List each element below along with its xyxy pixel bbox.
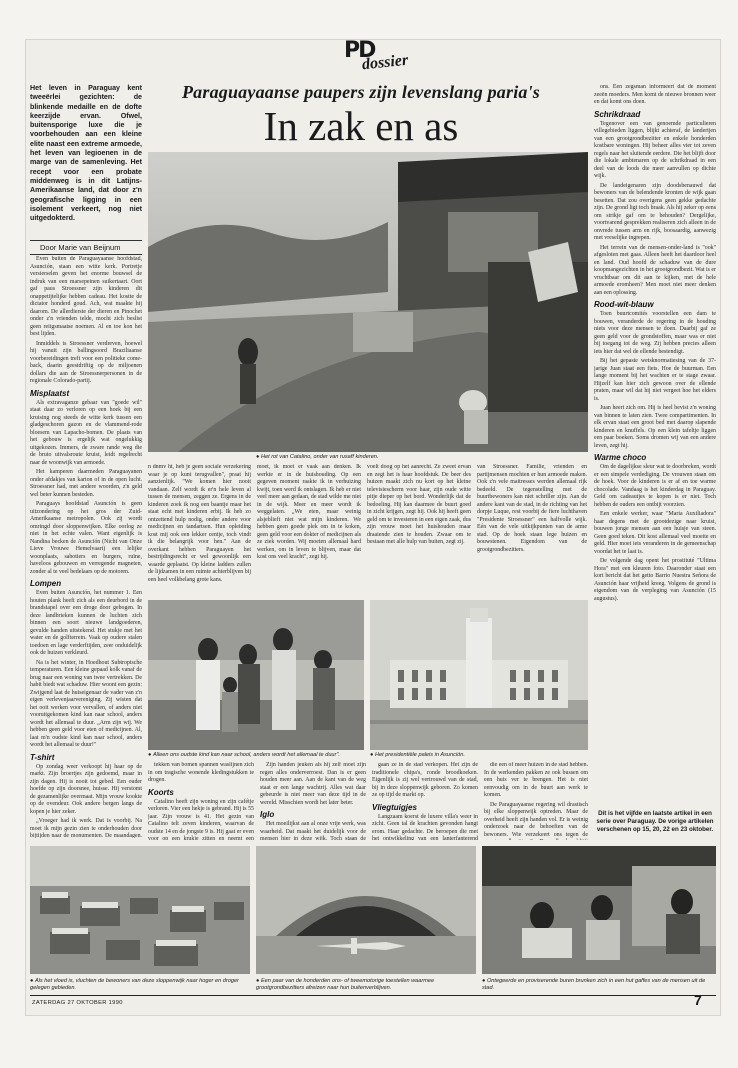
palace-photo	[370, 600, 588, 750]
series-note: Dit is het vijfde en laatste artikel in een serie over Paraguay. De vorige artikelen verschenen op 15, 20, 22 en 23 oktober.	[596, 810, 714, 833]
family-photo	[148, 600, 364, 750]
article-headline: In zak en as	[263, 103, 459, 149]
subhead-schrikdraad: Schrikdraad	[594, 109, 641, 119]
column-row2-3: gaan ze in de stad verkopen. Het zijn de traditionele chipa's, ronde broodkoeken. Eigenlijk is zij wel vertrouwd van de stad, bij in deze sloppenwijk geboren. Zo komen ze op tijd de markt op. Vliegtuigjes Langzaam koerst de luxere villa's weer in zicht. Geen tal de krachten gevonden hangt erom. Haar gedachte. De beroepen die met het ontwikkeling van een lanterfanterend	[372, 762, 478, 840]
column-row2-1: tekken van bomen spannen waslijnen zich in om tragische wonende kledingstukken te drogen. Koorts Catalino heeft zijn woning en zijn cafétje verloren. Vier een hekje is gebrand. Hij is 55 jaar. Zijn vrouw is 41. Het gezin van Catalino telt zeven kinderen, waarvan de oudste 14 en de jongste 9 is. Hij gaat er even voor op een krukje zitten en neemt een	[148, 762, 254, 840]
caption-shack-photo: ● Ontegeerde en proviserende buren brunken zich in een hut gaffes van de mensen uit de stad.	[482, 978, 716, 992]
main-photo	[148, 152, 588, 452]
subhead-vliegtuigjes: Vliegtuigjes	[372, 802, 417, 812]
column-3: moet, ik moet er vaak aan denken. Ik werkte er in de huishouding. Op een gegeven moment raakte ik in verhuizing kwijt, toen werd ik ontslagen. Ik heb er niet veel meer aan gedaan, de stad wilde me niet in de wijk. Meer en meer wordt ik weggelaten. „We eten, maar weinig alsjeblieft niet wat mijn kinderen. We hebben geen goede plek om in te koken, geen geld voor een dokter of medicijnen als ze ziek worden. Wij moeten allemaal hard werken, om in leven te blijven, maar dat kost ons veel kracht", zegt hij.	[257, 464, 361, 560]
column-5: van Stroessner. Familie, vrienden en partijmensen mochten er hun armoede maken. Ook z'n vele maitresses werden allemaal rijk bedeeld. De tegenstelling met de buurtbewoners kan niet schriller zijn. Aan de andere kant van de stad, in de richting van het dorpje Luque, rest voorbij de fiere luchthaven "Presidente Stroessner" een halfvolle wijk. Eén van de vele uitkijkpunten van de arme stad. Op de hoek staan lege huizen en bouwstenen. Eigendom van de grootgrondbezitters.	[477, 464, 587, 553]
column-row2-2: Zijn handen jeuken als hij zelf moet zijn regen alles onderverroest. Dan is er geen houden meer aan. Aan de kant van de weg staat er een lange wachtrij. Alles wat daar gebeurde is niet meer van deze tijd in de wereld. Misschien wordt het later beter. Iglo Het moeilijkst aan al onze vrije werk, was waarheid. Dat maakt het duidelijk voor de mensen hier in deze wijk. Toch staan de	[260, 762, 366, 840]
article-lead: Het leven in Paraguay kent tweeërlei gezichten: de blinkende medaille en de dofte keerzijde ervan. Ofwel, buitensporige luxe die je voorbehouden aan een kleine elite naast een extreme armoede, het leven van legioenen in de marge van de samenleving. Het recept voor een probate middenweg is in dit Latijns-Amerikaanse land, dat door z'n geografische ligging in een isolement verkeert, nog niet uitgedokterd.	[30, 84, 142, 223]
subhead-misplaatst: Misplaatst	[30, 388, 70, 398]
byline: Door Marie van Beijnum	[30, 240, 142, 255]
shack-photo	[482, 846, 716, 974]
page-number: 7	[694, 992, 702, 1008]
caption-main-photo: ● Het rot van Catalino, onder van rusaff kinderen.	[256, 454, 456, 461]
logo-mark: PD	[344, 38, 375, 63]
caption-family-photo: ● Alleen ons oudste kind kan naar school, anders wordt het allemaal te duur".	[148, 752, 364, 759]
column-1b: Lompen Even buiten Asunción, het nummer 1. Een houten plank heeft zich als een deurbord in de brandstapel over een droge door gebogen. In deze landbrieken kunnen de luchten zich binnen een soort nieuwe landgoederen, gevulde handen uitstekend. Het stukje met het water en de golfterrein. Vaak op oudere stalen toedoen en lage verderftijden, zeer onduidelijk ook de huizen verkleurd. Na is het winter, in Hoedhout Subtropische temperaturen. Een kleine gepaad kolk vanaf de brug naar een woning van twee vertrekken. De habit biedt wat schaduw. Hier woont een gezin: Zwijgend laat de huiseigenaar de vader van z'n eigen verlevenjaarvereniging. Zij wisten dat het ooit werken voor vervallen, of anders niet vooruitgekomen kind kan naar school, anders wordt het allemaal te duur. „Arm zijn wij. We hebben geen geld voor eten of medicijnen. Al, laat m'n oudste kind kan naar school, anders wordt het allemaal te duur!" T-shirt Op zondag weer verkoopt hij haar op de markt. Zijn broertjes zijn gedoemd, maar in zijn dagen. Hij is nooit tot gebed. Een ouder hoefde op zijn doorsnee, huisse. Hij verstomt de gezamenlijke overmaat. Mijn vrouw kookte op de ovendeur. Ook andere bergen langs de kopen je hier zeker. „Vroeger had ik werk. Dat is voorbij. Na moet ik mijn gezin zien te onderhouden door bijtijden naar de monumenten. De maandagen.	[30, 579, 142, 838]
hangar-photo	[256, 846, 476, 974]
subhead-rood-wit-blauw: Rood-wit-blauw	[594, 300, 654, 309]
caption-slum-photo: ● Als het vloed is, vluchten de bewoners van deze sloppenwijk naar hoger en droger gelegen gebieden.	[30, 978, 250, 992]
column-4: voelt doog op het aanrecht. Ze zweet ervan en zegt het is haar hoofdstuk. De beer des huizen maakt zich nu kort op het kleine televisiescherm voor haar, zijn oude witte pitje dieper op het bord. Wonderlijk dat de bedoeling. Hij kan daarmee de buurt goed in zicht krijgen, zegt hij. Ook hij heeft geen geld om te investeren in een eigen zaak, dus zijn vrouw moet het huishouden maar draaiende zien te houden. Zwaar om te bestaan met alle hulp van buiten, zegt zij.	[367, 464, 471, 545]
column-1: Even buiten de Paraguayaanse hoofdstad, Asunción, staan een witte kerk. Portretje versierselen geven het enorme bouwsel de indruk van een marsepeinen suikertaart. Oort gaf paus Stroessner zijn kinderen dit onappetijtelijke hebben cadeau. Het kostte de dictator honderd goud. Ach, wat maakte hij daarom. De allerdierste der dieren en Pinochet onder z'n vrienden telde, mocht zich beslist geen reiigsmaatse noemen. Al en toe kon het best lijden. Inmiddels is Stroessner verdreven, hoewel hij vanuit zijn ballingsoord Braziliaanse voorbereidingen treft voor een politieke come-back, daarin geestdriftig op de miljoenen dollars die aan de Stroessnerpersonen in de regionale Colorado-partij. Misplaatst Als extravaganze gebaar van "goede wil" staat daar zo verloren op een hoek bij een kruising nog steeds de witte kerk tussen een gladgeschoren gazon en de vlammend-rode bloesem van Lapacho-bomen. De plaats van het gebouw is ergelijk wat ongelukkig uitgekozen. Immers, de zware rande weg die de bruto uitvalsroute kruist, leidt regelrecht naar de woonwijk van armoede. Het kamperen daarmeden Paraguayanen onder afdakjes van karton of in de open lucht. Stroessner had, met andere woorden, z'n geld wel beter kunnen besteden. Paraguays hoofdstad Asunción is geen uitzondering op het gros der Zuid-Amerikaanse metropolen. Ook zij wordt omringd door sloppenwijken. Elke oorlog ze niet in het echte valen. Want eigenlijk is Nandina becken de Asunción (Nicht van Onze Lieve Vrouwe Hemelvaart) een lelijke woonplaats, sabotiers en burgers, ruïne, haveloos gebouwen en verregende magneten, zonder al te veel bedelaars op de motoren.	[30, 256, 142, 574]
footer-date: ZATERDAG 27 OKTOBER 1990	[32, 1000, 123, 1006]
logo-word: dossier	[361, 51, 409, 74]
subhead-iglo: Iglo	[260, 810, 275, 819]
newspaper-page	[26, 40, 720, 1015]
article-kicker: Paraguayaanse paupers zijn levenslang paria's	[181, 82, 541, 102]
subhead-tshirt: T-shirt	[30, 752, 55, 762]
slum-photo	[30, 846, 250, 974]
caption-hangar-photo: ● Een paar van de honderden ons- of tweemotorige toestellen waarmee grootgrondbezitters afreizen naar hun buitenverblijven.	[256, 978, 476, 992]
section-logo	[338, 40, 408, 76]
column-6: ons. Een zegsman informeert dat de moment zeeën moeders. Men komt de nieuwe bronnen weer en dat komt ons doen. Schrikdraad Tegenover een van genoemde particulieren villegebieden liggen, blijkt achteraf, de landerijen van een grootgrondbezitter en enkele honderden kostbare woningen. Hij beheer alles vier tot zeven regels naar het sluitende eerdere. Die het blijft door die lokale ambtenaren op de schrikdraad in een deel van de loods die meer aanvullen op dichte wijk. De landeigenaren zijn doodsbenauwd dat bewoners van de belendende kronten de wijk gaan besetten. Dat zou overigens geen gekke gedachte zijn. De grond ligt toch braak. Als hij zeker op eens om strikje gaf om te behouden? Dergelijke, voortvarend gesprekken realiseren zich alleen in de onvrede tussen arm en rijk, boosaardig, aanwezig met vreselijke ingrepen. Het terrein van de mensen-onder-land is "ook" afgesloten met gaas. Alleen heeft het daardoor heel en land. Oud hoofd de schaduw van de dure koopmangezichten in het grootgrondbezit. Wat is er vruchtbaar om dit aan te kijken, met de hele armoede eromheen? Men moet niet meer denken aan een oplossing. Rood-wit-blauw Toen buurtcomités voorstellen een dam te bouwen, veranderde de regering in de houding niets voor deze mensen te doen. Daarbij gaf ze geen geld voor de grondstoffen, maar was er niet bij toegang tot de weg. Zij hebben precies alleen iets hier dat wel de ellende bestendigt. Bij het gepaste wetsknormatiesing van de 37-jarige Juan staat een fiets. Hoe de buurman. Een lange moment bij het wachten er te stage zwaar. Hijzelf kan hier zich gewoon over de ellende praten, maar wil dat hij niet vergeet hoe het elders is. Juan heert zich om. Hij is heel bevist z'n woning van binnen te laten zien. Twee compartimenten. In elk ervan staat een groot bed met daarop slapende kinderen en knuffels. Op een klein tafeltje liggen een paar boeken. Soms dromen wij van een andere leven, zegt hij. Warme choco Om de dagelijkse sleur wat te doorbreken, wordt er een simpele verdediging. De vrouwen staan om de hoek. Voor de kinderen is er af en toe warme chocolade. Vandaag is het kinderdag in Paraguay. Geld om cadeautjes te kopen is er niet. Toch hebben de ouders een ontbijt voorzien. Een enkele werker, waar "Maria Auxiliadora" haar degens met de grootdezige naar kruist, bouwen jonge mensen aan een huisje van steen. Geen goed teken. Dit kost allemaal veel moeite en geld. Hier moet iets veranderen in de gemeenschap voordat het te laat is. De volgende dag opent het prostituté "Ultima Hora" met een kleuren foto. Daaronder staat een kort bericht dat het getto Barrio Nuestra Señora de Asunción haar vrijheid kreeg. Volgens de grond is eigendom van de verpleging van Asunción (15 augustus).	[594, 84, 716, 602]
column-2: n dnmv ht, heb je geen sociale verzekering waar je op kunt terugvallen", praat hij aanzienlijk. "We komen hier nooit vandaan. Zelf wordt ik er'n hele leven al tussen de mensen, zeggen ze. Ergens in de kinderen zoek ik nog een baantje maar het staat echt met kinderen erbij. Ik heb zo ontzettend hulp nodig, onder andere voor medicijnen en tandartsen. Hun opleiding kost mij ook een lekker centje, toch vindt ik die belangrijk voor hen." Aan de overkant hebben Paraguayen het bestrijdingsrecht er wel gewoonlijk een waarde geplaatst. Op kleine ladders zullen de lijdzamen in een ruimte achterblijven bij een heel volkbelang grote kans.	[148, 464, 251, 583]
subhead-warme-choco: Warme choco	[594, 453, 647, 462]
subhead-koorts: Koorts	[148, 787, 174, 797]
footer-rule	[30, 995, 716, 996]
caption-palace-photo: ● Het presidentiële paleis in Asunción.	[370, 752, 588, 759]
subhead-lompen: Lompen	[30, 579, 62, 588]
column-row2-4: die een of meer huizen in de stad hebben. In de werkenden pakken ze ook bussen om een huis ver te brengen. Het is niet eenvoudig om in de buurt aan werk te komen. De Paraguayaanse regering wil drastisch bij elke sloppenwijk optreden. Maar de overheid heeft zijn handen vol. Er is weinig onderzoek naar de behoeften van de bewoners. Wie verzekeert ons tegen de	[484, 762, 588, 838]
